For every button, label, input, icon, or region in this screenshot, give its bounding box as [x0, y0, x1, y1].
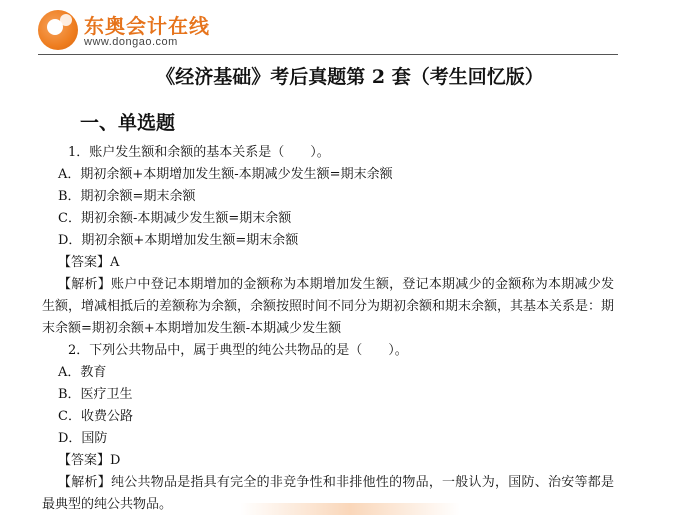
question-list — [42, 142, 642, 516]
q2-option-c: C．收费公路 — [58, 409, 133, 424]
q2-option-b: B．医疗卫生 — [58, 387, 133, 402]
bottom-decoration — [240, 503, 460, 515]
q2-option-d: D．国防 — [58, 431, 108, 446]
q1-option-b: B．期初余额=期末余额 — [58, 189, 196, 204]
question-1: 1．账户发生额和余额的基本关系是（ ）。 — [68, 145, 330, 160]
q2-answer: 【答案】D — [58, 453, 121, 468]
q2-analysis: 【解析】纯公共物品是指具有完全的非竞争性和非排他性的物品，一般认为，国防、治安等都是最典型的纯公共物品。 — [42, 475, 614, 512]
q1-option-c: C．期初余额-本期减少发生额=期末余额 — [58, 211, 292, 226]
section-heading: 一、单选题 — [80, 112, 176, 134]
document-title: 《经济基础》考后真题第 2 套（考生回忆版） — [156, 66, 544, 88]
question-2: 2．下列公共物品中，属于典型的纯公共物品的是（ ）。 — [68, 343, 408, 358]
q1-option-a: A．期初余额+本期增加发生额-本期减少发生额=期末余额 — [58, 167, 393, 182]
page-header — [38, 8, 618, 52]
header-divider — [38, 54, 618, 55]
q1-analysis: 【解析】账户中登记本期增加的金额称为本期增加发生额，登记本期减少的金额称为本期减少发生额，增减相抵后的差额称为余额，余额按照时间不同分为期初余额和期末余额，其基本关系是：期末余额=期初余额+本期增加发生额-本期减少发生额 — [42, 277, 615, 336]
brand-name: 东奥会计在线 — [84, 14, 210, 38]
q1-option-d: D．期初余额+本期增加发生额=期末余额 — [58, 233, 299, 248]
q1-answer: 【答案】A — [58, 255, 120, 270]
dongao-logo-icon — [38, 10, 78, 50]
q2-option-a: A．教育 — [58, 365, 107, 380]
brand-url: www.dongao.com — [84, 36, 178, 48]
